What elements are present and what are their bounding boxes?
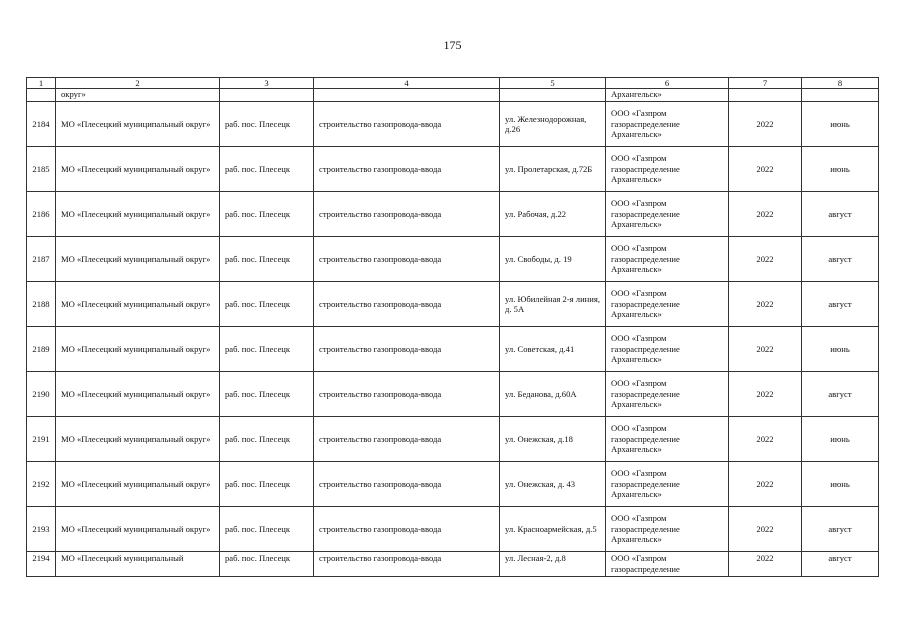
cell-locality [220, 89, 314, 102]
cell-year: 2022 [729, 237, 802, 282]
cell-number: 2192 [27, 462, 56, 507]
cell-operator: ООО «Газпром газораспределение Архангельск» [606, 237, 729, 282]
table-row [27, 282, 879, 327]
cell-operator: ООО «Газпром газораспределение Архангельск» [606, 507, 729, 552]
cell-work-type: строительство газопровода-ввода [314, 462, 500, 507]
column-header: 4 [314, 78, 500, 89]
cell-year: 2022 [729, 147, 802, 192]
table-row [27, 147, 879, 192]
column-header: 2 [56, 78, 220, 89]
cell-number [27, 89, 56, 102]
cell-month: август [802, 552, 879, 577]
cell-year: 2022 [729, 327, 802, 372]
cell-municipality: МО «Плесецкий муниципальный округ» [56, 102, 220, 147]
cell-number: 2185 [27, 147, 56, 192]
cell-number: 2186 [27, 192, 56, 237]
cell-work-type: строительство газопровода-ввода [314, 417, 500, 462]
cell-locality: раб. пос. Плесецк [220, 327, 314, 372]
table-row [27, 237, 879, 282]
cell-operator: ООО «Газпром газораспределение Архангельск» [606, 147, 729, 192]
cell-year: 2022 [729, 282, 802, 327]
cell-number: 2194 [27, 552, 56, 577]
column-header: 1 [27, 78, 56, 89]
cell-year: 2022 [729, 192, 802, 237]
cell-operator: ООО «Газпром газораспределение Архангельск» [606, 282, 729, 327]
cell-number: 2193 [27, 507, 56, 552]
cell-municipality: МО «Плесецкий муниципальный округ» [56, 147, 220, 192]
cell-locality: раб. пос. Плесецк [220, 462, 314, 507]
column-header: 6 [606, 78, 729, 89]
column-header: 7 [729, 78, 802, 89]
cell-operator: ООО «Газпром газораспределение Архангельск» [606, 372, 729, 417]
cell-work-type: строительство газопровода-ввода [314, 327, 500, 372]
cell-address: ул. Беданова, д.60А [500, 372, 606, 417]
cell-municipality: МО «Плесецкий муниципальный округ» [56, 192, 220, 237]
cell-work-type: строительство газопровода-ввода [314, 102, 500, 147]
page-number: 175 [443, 38, 462, 52]
cell-locality: раб. пос. Плесецк [220, 102, 314, 147]
cell-month: июнь [802, 327, 879, 372]
cell-year: 2022 [729, 507, 802, 552]
cell-locality: раб. пос. Плесецк [220, 507, 314, 552]
cell-work-type: строительство газопровода-ввода [314, 372, 500, 417]
table-row [27, 372, 879, 417]
cell-operator: ООО «Газпром газораспределение Архангельск» [606, 327, 729, 372]
column-header: 3 [220, 78, 314, 89]
cell-municipality: МО «Плесецкий муниципальный округ» [56, 327, 220, 372]
cell-month: июнь [802, 462, 879, 507]
cell-operator: Архангельск» [606, 89, 729, 102]
cell-number: 2184 [27, 102, 56, 147]
cell-month: август [802, 372, 879, 417]
table-row [27, 102, 879, 147]
cell-number: 2189 [27, 327, 56, 372]
cell-year: 2022 [729, 552, 802, 577]
cell-operator: ООО «Газпром газораспределение Архангельск» [606, 102, 729, 147]
cell-year: 2022 [729, 462, 802, 507]
cell-locality: раб. пос. Плесецк [220, 147, 314, 192]
cell-municipality: МО «Плесецкий муниципальный округ» [56, 462, 220, 507]
cell-work-type [314, 89, 500, 102]
continuation-row [27, 89, 879, 102]
cell-month: июнь [802, 102, 879, 147]
cell-address: ул. Красноармейская, д.5 [500, 507, 606, 552]
column-header: 5 [500, 78, 606, 89]
cell-address: ул. Рабочая, д.22 [500, 192, 606, 237]
cell-locality: раб. пос. Плесецк [220, 192, 314, 237]
cell-month: август [802, 237, 879, 282]
cell-municipality: МО «Плесецкий муниципальный [56, 552, 220, 577]
cell-municipality: округ» [56, 89, 220, 102]
cell-address [500, 89, 606, 102]
column-header: 8 [802, 78, 879, 89]
cell-locality: раб. пос. Плесецк [220, 417, 314, 462]
table-row [27, 192, 879, 237]
cell-locality: раб. пос. Плесецк [220, 237, 314, 282]
cell-month [802, 89, 879, 102]
table-row [27, 462, 879, 507]
cell-month: июнь [802, 417, 879, 462]
cell-month: август [802, 282, 879, 327]
cell-year: 2022 [729, 417, 802, 462]
cell-year: 2022 [729, 102, 802, 147]
table-row [27, 552, 879, 577]
cell-operator: ООО «Газпром газораспределение Архангельск» [606, 462, 729, 507]
cell-number: 2187 [27, 237, 56, 282]
cell-municipality: МО «Плесецкий муниципальный округ» [56, 417, 220, 462]
cell-locality: раб. пос. Плесецк [220, 552, 314, 577]
cell-operator: ООО «Газпром газораспределение Архангельск» [606, 417, 729, 462]
table-row [27, 417, 879, 462]
cell-address: ул. Лесная-2, д.8 [500, 552, 606, 577]
table-row [27, 327, 879, 372]
cell-locality: раб. пос. Плесецк [220, 282, 314, 327]
cell-address: ул. Онежская, д.18 [500, 417, 606, 462]
cell-address: ул. Онежская, д. 43 [500, 462, 606, 507]
cell-municipality: МО «Плесецкий муниципальный округ» [56, 507, 220, 552]
cell-year [729, 89, 802, 102]
cell-municipality: МО «Плесецкий муниципальный округ» [56, 237, 220, 282]
cell-work-type: строительство газопровода-ввода [314, 147, 500, 192]
cell-operator: ООО «Газпром газораспределение [606, 552, 729, 577]
table-body [27, 78, 879, 577]
cell-address: ул. Юбилейная 2-я линия, д. 5А [500, 282, 606, 327]
table-row [27, 507, 879, 552]
gas-pipeline-table [26, 77, 879, 577]
cell-address: ул. Свободы, д. 19 [500, 237, 606, 282]
cell-month: август [802, 507, 879, 552]
cell-locality: раб. пос. Плесецк [220, 372, 314, 417]
cell-number: 2191 [27, 417, 56, 462]
cell-municipality: МО «Плесецкий муниципальный округ» [56, 372, 220, 417]
cell-year: 2022 [729, 372, 802, 417]
cell-address: ул. Пролетарская, д.72Б [500, 147, 606, 192]
cell-work-type: строительство газопровода-ввода [314, 282, 500, 327]
cell-month: август [802, 192, 879, 237]
cell-address: ул. Железнодорожная, д.26 [500, 102, 606, 147]
cell-work-type: строительство газопровода-ввода [314, 192, 500, 237]
cell-number: 2188 [27, 282, 56, 327]
cell-month: июнь [802, 147, 879, 192]
cell-operator: ООО «Газпром газораспределение Архангельск» [606, 192, 729, 237]
cell-work-type: строительство газопровода-ввода [314, 507, 500, 552]
cell-number: 2190 [27, 372, 56, 417]
column-number-header-row [27, 78, 879, 89]
cell-work-type: строительство газопровода-ввода [314, 552, 500, 577]
cell-address: ул. Советская, д.41 [500, 327, 606, 372]
cell-work-type: строительство газопровода-ввода [314, 237, 500, 282]
cell-municipality: МО «Плесецкий муниципальный округ» [56, 282, 220, 327]
